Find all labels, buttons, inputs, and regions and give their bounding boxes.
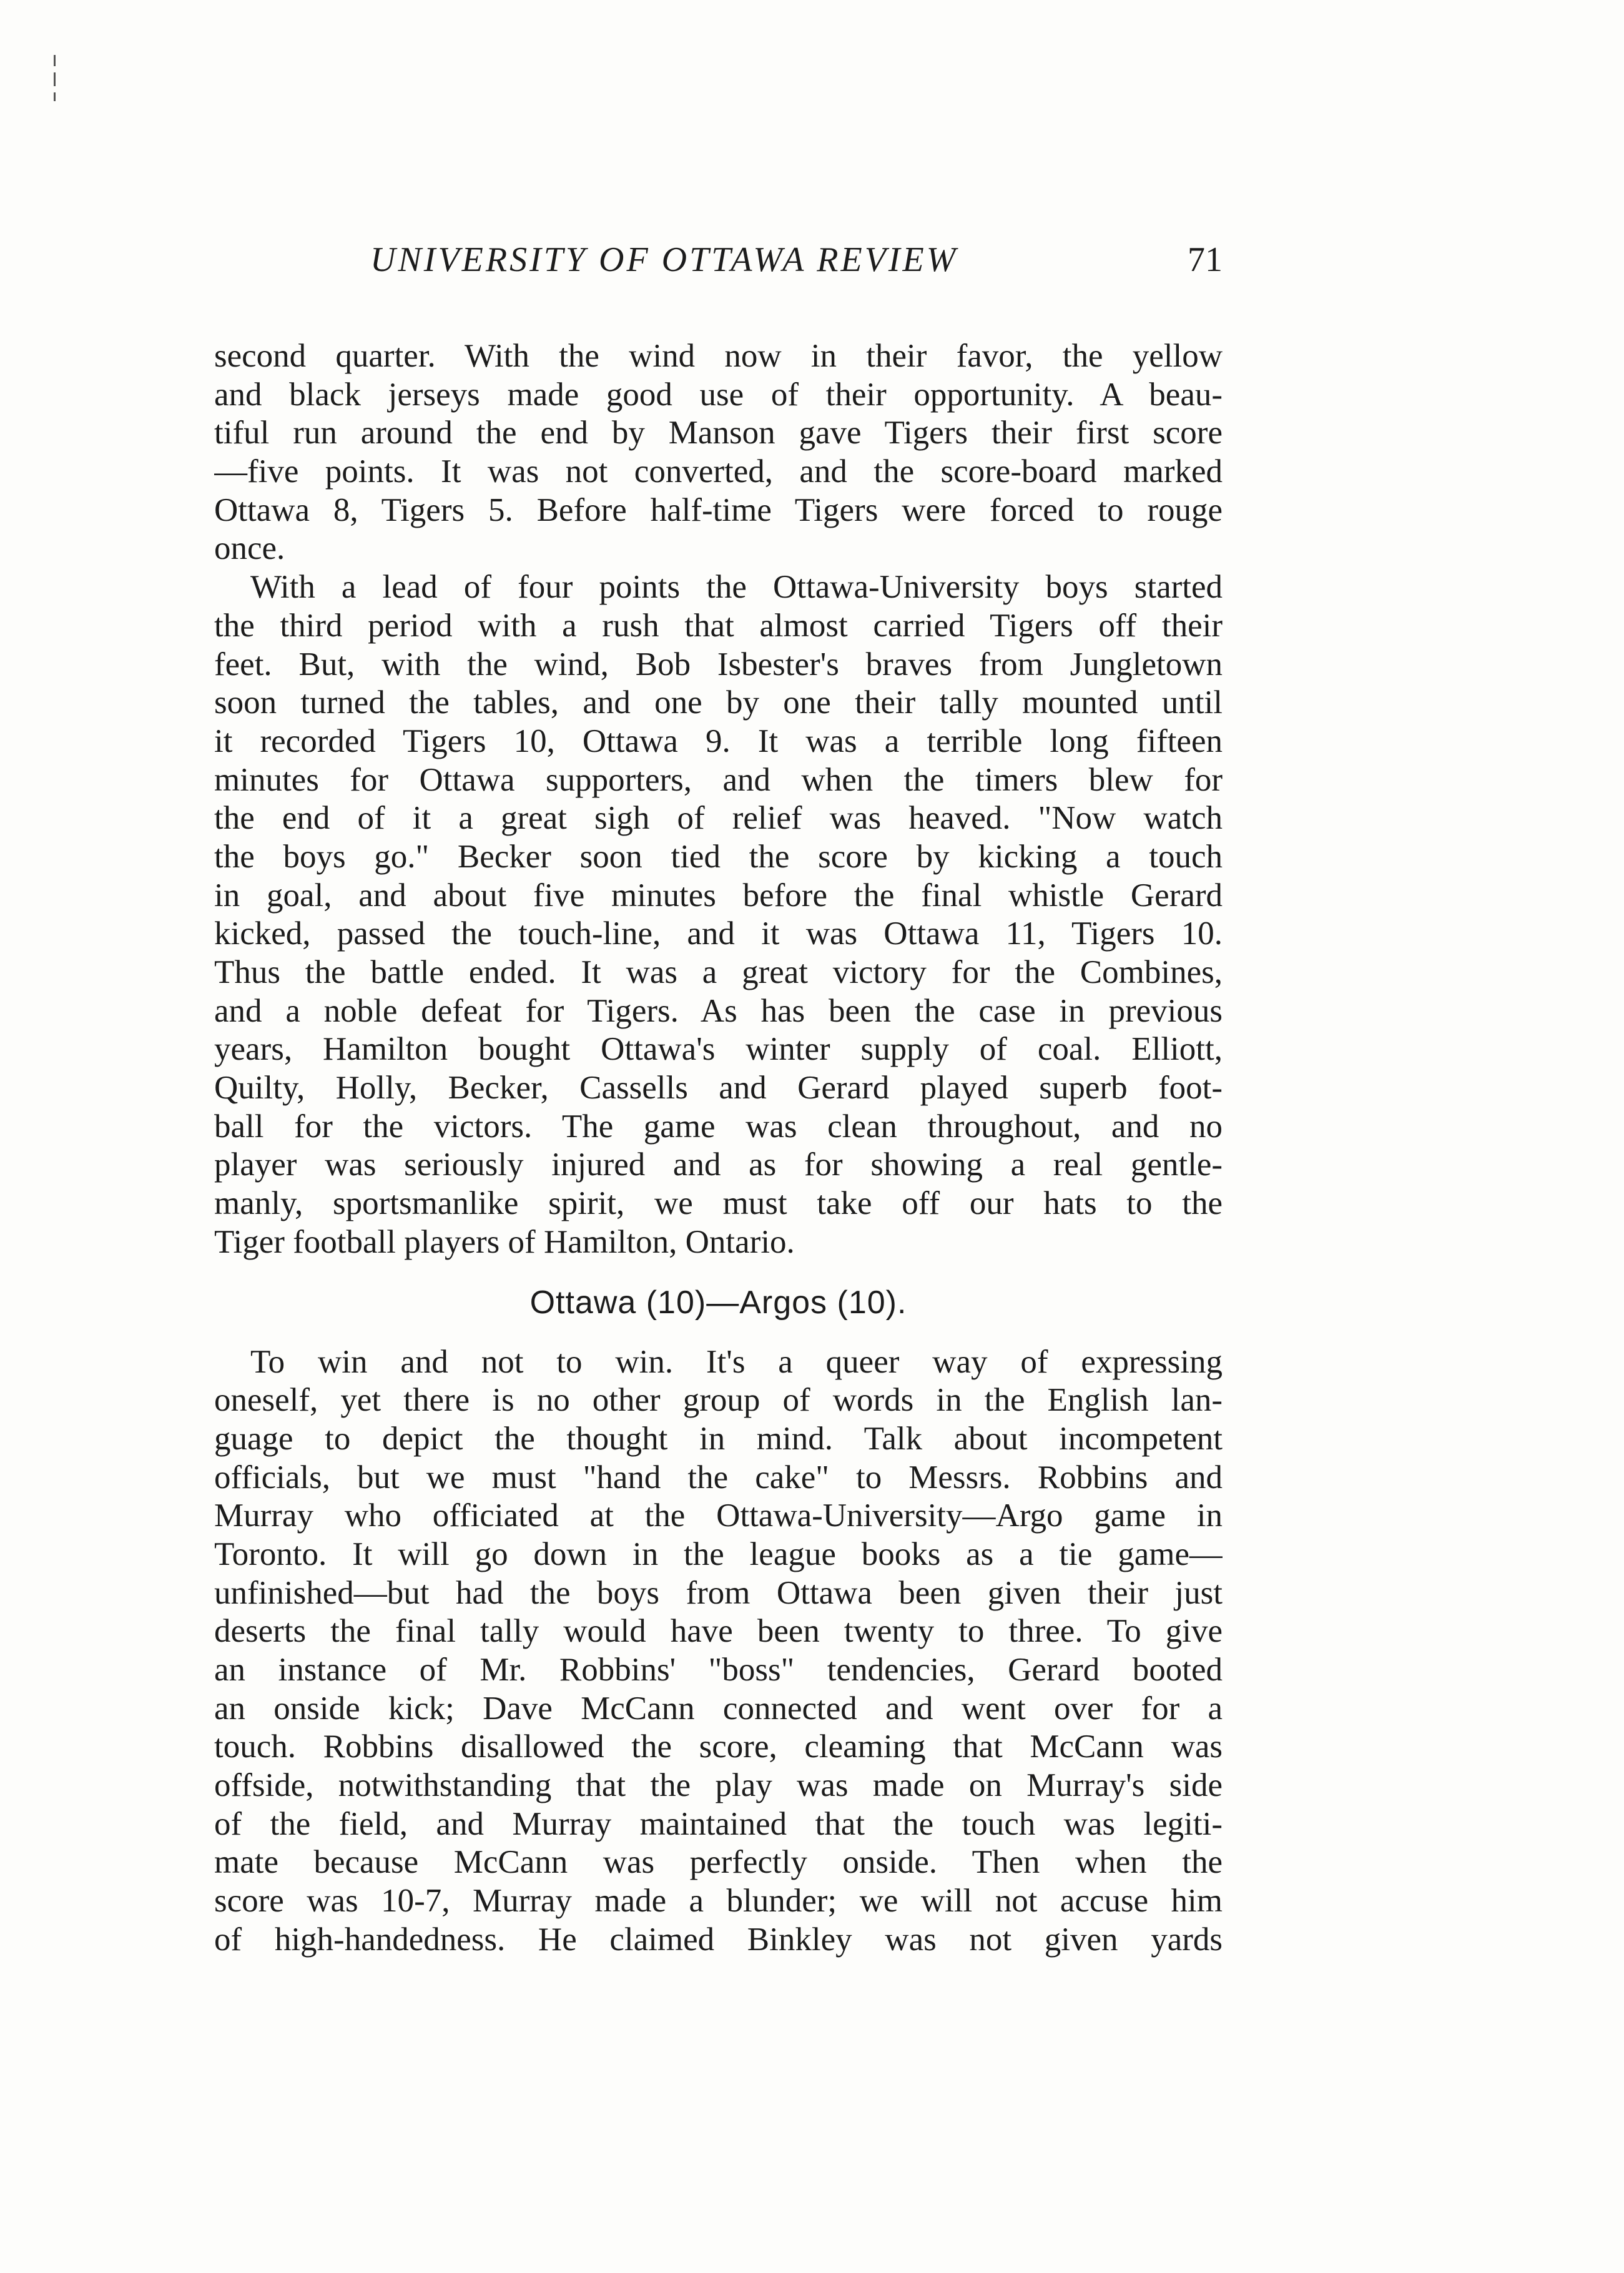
text-line: second quarter. With the wind now in their favor, the yellow [214,338,1223,374]
page-number: 71 [1188,240,1223,279]
scan-edge-marks [54,55,56,130]
text-line: unfinished—but had the boys from Ottawa been given their just [214,1574,1223,1611]
text-line: player was seriously injured and as for showing a real gentle- [214,1146,1223,1183]
text-line: offside, notwithstanding that the play was made on Murray's side [214,1767,1223,1804]
text-line: kicked, passed the touch-line, and it was Ottawa 11, Tigers 10. [214,915,1223,952]
article-body [214,337,1223,1960]
text-line: of the field, and Murray maintained that the touch was legiti- [214,1805,1223,1842]
text-line: Quilty, Holly, Becker, Cassells and Gerard played superb foot- [214,1070,1223,1107]
running-head: UNIVERSITY OF OTTAWA REVIEW [370,240,958,279]
text-line: mate because McCann was perfectly onside. Then when the [214,1844,1223,1881]
text-line: minutes for Ottawa supporters, and when the timers blew for [214,761,1223,798]
text-line: the boys go." Becker soon tied the score by kicking a touch [214,838,1223,875]
text-line: manly, sportsmanlike spirit, we must take off our hats to the [214,1185,1223,1222]
text-line: an instance of Mr. Robbins' "boss" tendencies, Gerard booted [214,1652,1223,1688]
text-line: ball for the victors. The game was clean throughout, and no [214,1108,1223,1145]
text-line: and black jerseys made good use of their opportunity. A beau- [214,376,1223,413]
text-line: in goal, and about five minutes before the final whistle Gerard [214,877,1223,914]
text-line: score was 10-7, Murray made a blunder; we will not accuse him [214,1883,1223,1920]
section-heading: Ottawa (10)—Argos (10). [529,1284,907,1321]
text-line: Tiger football players of Hamilton, Ontario. [214,1223,795,1260]
text-line: once. [214,530,285,567]
text-line: touch. Robbins disallowed the score, cleaming that McCann was [214,1728,1223,1765]
text-line: With a lead of four points the Ottawa-University boys started [250,569,1223,606]
text-line: Thus the battle ended. It was a great victory for the Combines, [214,954,1223,990]
text-line: it recorded Tigers 10, Ottawa 9. It was a terrible long fifteen [214,722,1223,759]
text-line: deserts the final tally would have been twenty to three. To give [214,1613,1223,1650]
text-line: Ottawa 8, Tigers 5. Before half-time Tigers were forced to rouge [214,491,1223,528]
text-line: the end of it a great sigh of relief was heaved. "Now watch [214,800,1223,837]
text-line: tiful run around the end by Manson gave Tigers their first score [214,415,1223,451]
text-line: —five points. It was not converted, and the score-board marked [214,453,1223,490]
paragraph [214,337,1223,568]
text-line: Murray who officiated at the Ottawa-University—Argo game in [214,1497,1223,1534]
paragraph [214,1343,1223,1960]
text-line: the third period with a rush that almost carried Tigers off their [214,607,1223,644]
text-line: feet. But, with the wind, Bob Isbester's braves from Jungletown [214,646,1223,683]
text-line: soon turned the tables, and one by one their tally mounted until [214,684,1223,721]
text-line: officials, but we must "hand the cake" to Messrs. Robbins and [214,1459,1223,1496]
text-line: and a noble defeat for Tigers. As has been the case in previous [214,992,1223,1029]
page-header [214,240,1223,284]
text-line: To win and not to win. It's a queer way of expressing [250,1343,1223,1380]
text-line: Toronto. It will go down in the league books as a tie game— [214,1536,1223,1572]
text-line: of high-handedness. He claimed Binkley was not given yards [214,1921,1223,1958]
text-line: years, Hamilton bought Ottawa's winter supply of coal. Elliott, [214,1031,1223,1068]
text-line: guage to depict the thought in mind. Talk about incompetent [214,1420,1223,1457]
text-line: oneself, yet there is no other group of words in the English lan- [214,1382,1223,1419]
text-line: an onside kick; Dave McCann connected and went over for a [214,1690,1223,1727]
paragraph [214,568,1223,1261]
